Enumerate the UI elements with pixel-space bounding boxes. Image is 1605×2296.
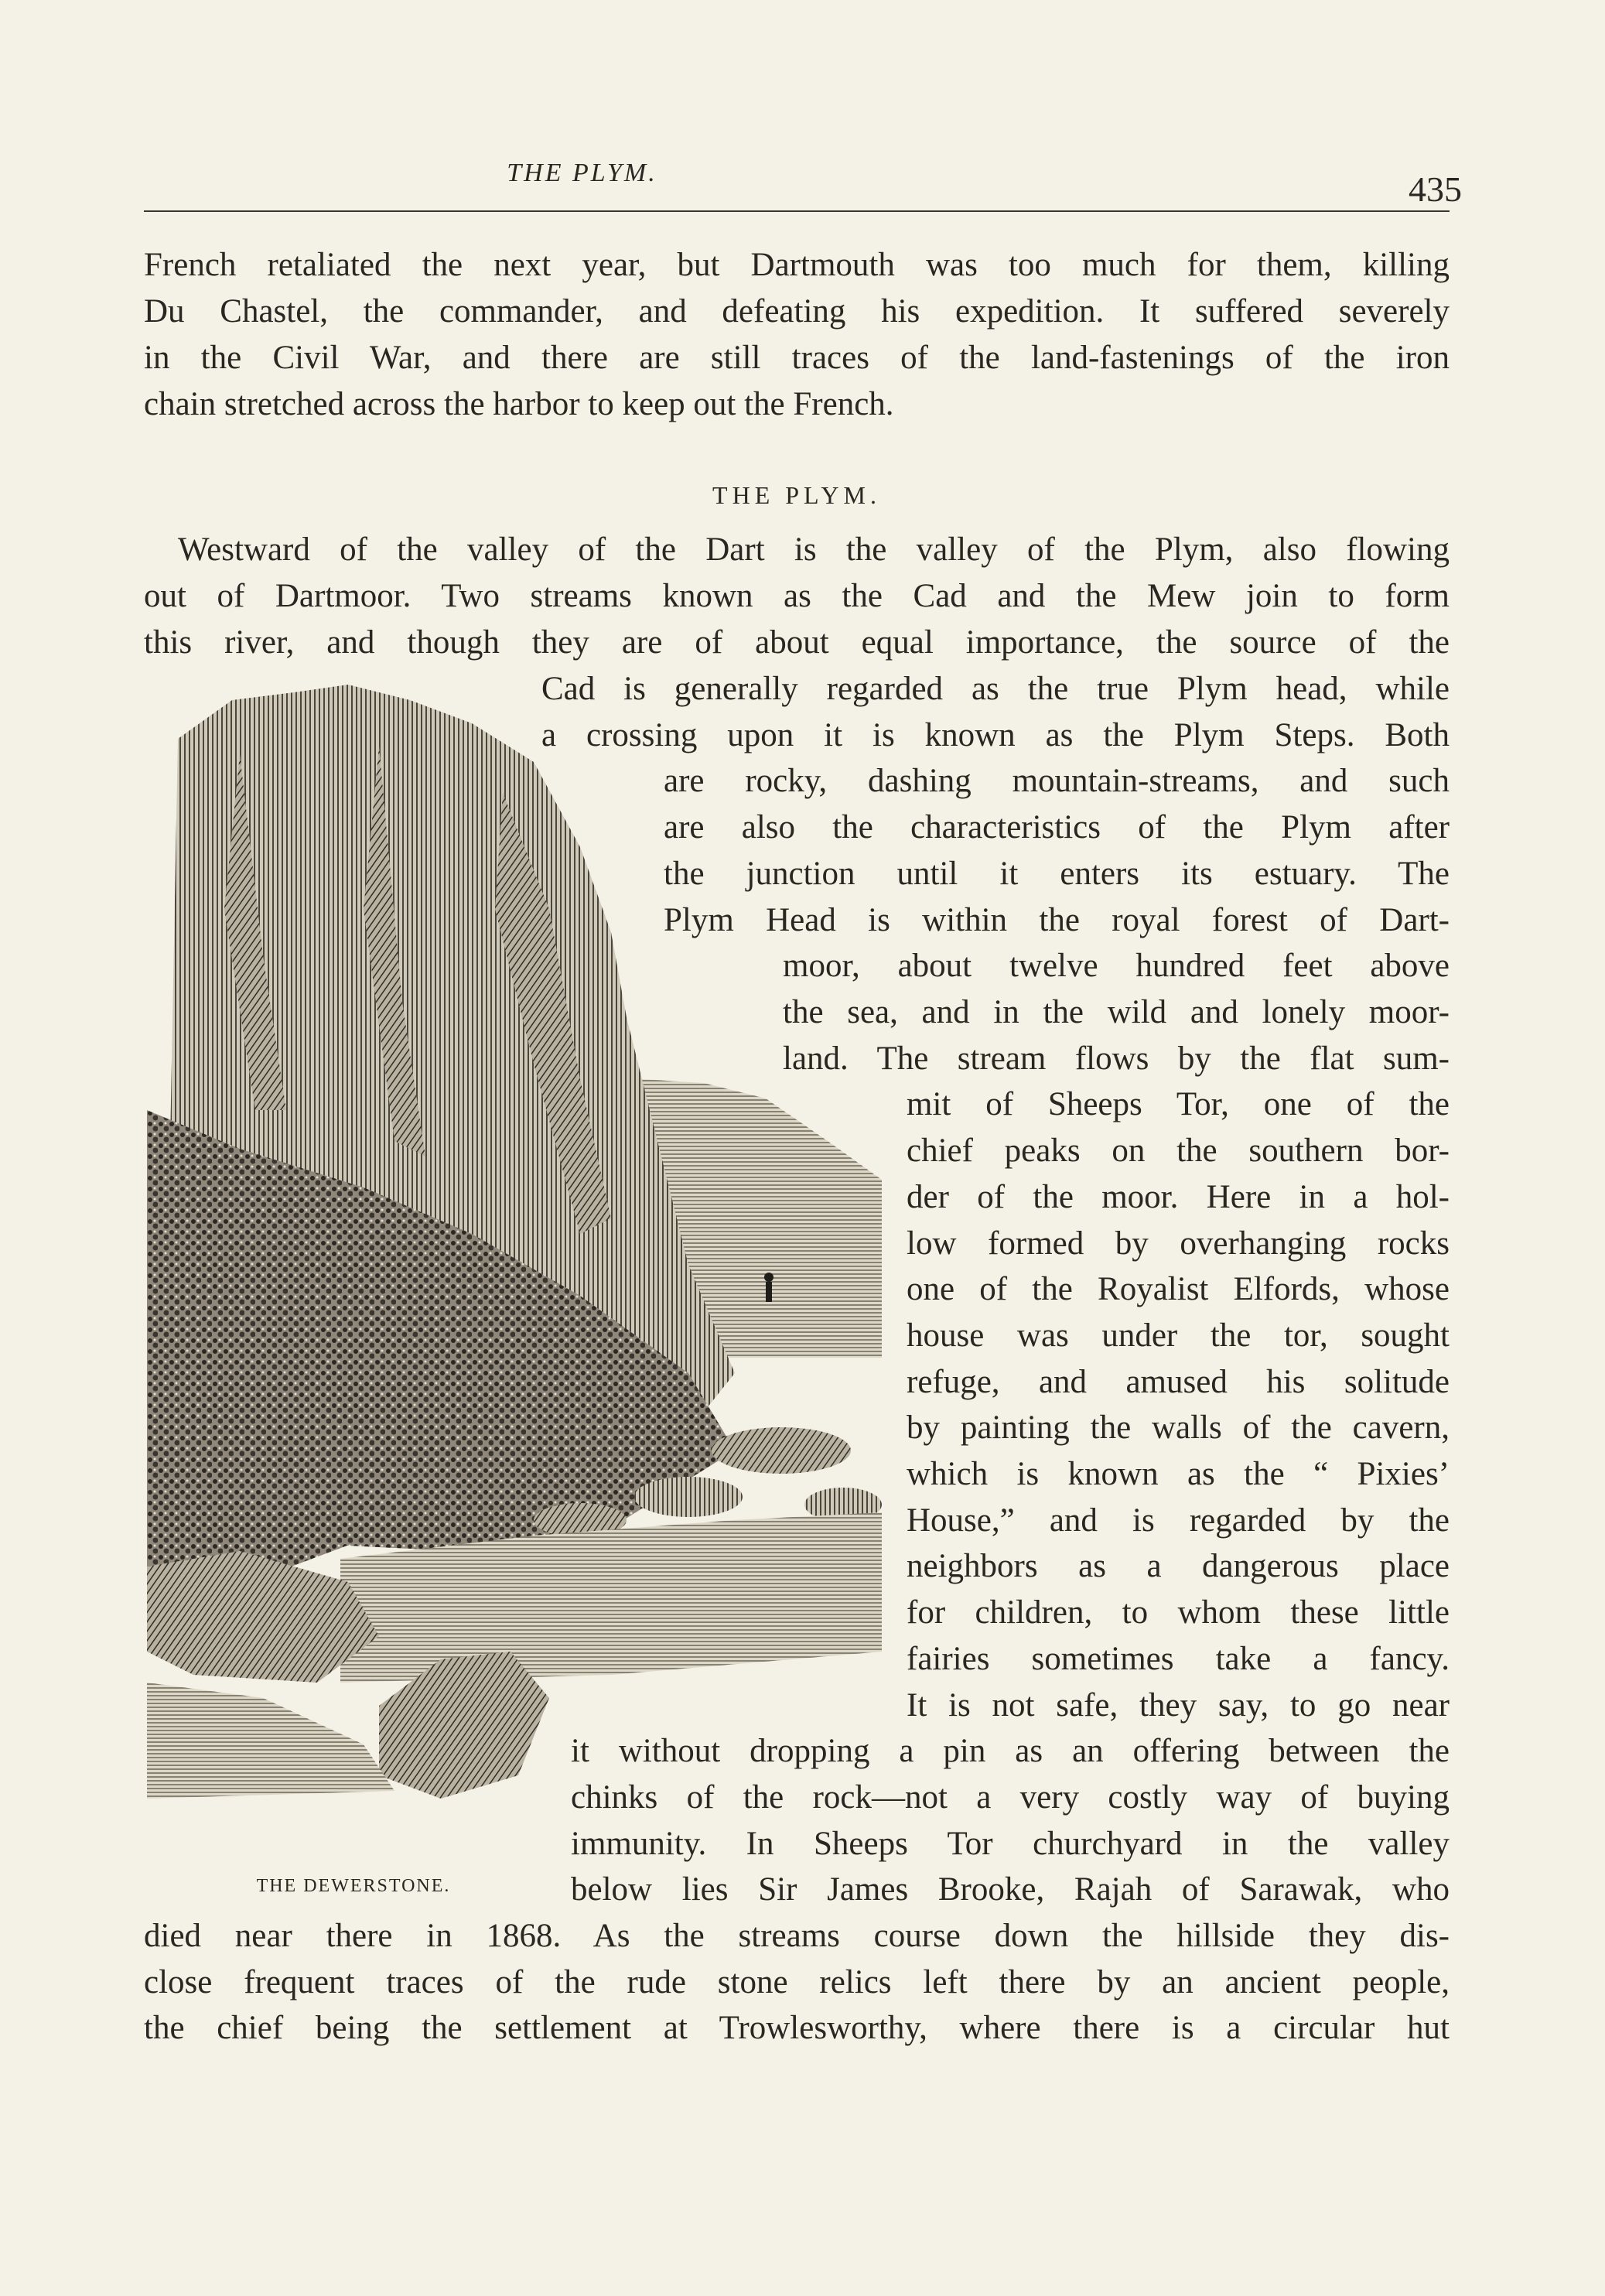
text-line: Du Chastel, the commander, and defeating his expedition. It suffered severely (144, 293, 1450, 330)
running-head: THE PLYM. (507, 159, 657, 187)
text-line: this river, and though they are of about equal importance, the source of the (144, 624, 1450, 661)
text-line: by painting the walls of the cavern, (907, 1409, 1450, 1446)
text-line: out of Dartmoor. Two streams known as the Cad and the Mew join to form (144, 578, 1450, 614)
text-line: below lies Sir James Brooke, Rajah of Sarawak, who (571, 1871, 1450, 1908)
text-line: It is not safe, they say, to go near (907, 1687, 1450, 1724)
text-line: low formed by overhanging rocks (907, 1225, 1450, 1262)
text-line: chain stretched across the harbor to keep out the French. (144, 386, 894, 422)
text-line: house was under the tor, sought (907, 1317, 1450, 1354)
text-line: the junction until it enters its estuary. The (664, 856, 1450, 892)
page-number: 435 (1409, 169, 1462, 209)
figure-caption: THE DEWERSTONE. (256, 1876, 451, 1896)
text-line: in the Civil War, and there are still traces of the land-fastenings of the iron (144, 340, 1450, 376)
dewerstone-engraving (147, 677, 882, 1868)
text-line: which is known as the “ Pixies’ (907, 1456, 1450, 1492)
text-line: chief peaks on the southern bor- (907, 1133, 1450, 1169)
text-line: for children, to whom these little (907, 1594, 1450, 1631)
text-line: died near there in 1868. As the streams course down the hillside they dis- (144, 1918, 1450, 1954)
text-line: moor, about twelve hundred feet above (783, 948, 1450, 984)
text-line: are also the characteristics of the Plym after (664, 809, 1450, 846)
text-line: the chief being the settlement at Trowlesworthy, where there is a circular hut (144, 2010, 1450, 2046)
text-line: close frequent traces of the rude stone relics left there by an ancient people, (144, 1964, 1450, 2000)
text-line: one of the Royalist Elfords, whose (907, 1271, 1450, 1307)
text-line: a crossing upon it is known as the Plym Steps. Both (541, 717, 1450, 753)
text-line: neighbors as a dangerous place (907, 1548, 1450, 1584)
section-title: THE PLYM. (712, 481, 881, 509)
text-line: land. The stream flows by the flat sum- (783, 1040, 1450, 1077)
text-line: House,” and is regarded by the (907, 1502, 1450, 1539)
text-line: Westward of the valley of the Dart is the valley of the Plym, also flowing (178, 531, 1450, 568)
text-line: the sea, and in the wild and lonely moor- (783, 994, 1450, 1030)
text-line: are rocky, dashing mountain-streams, and such (664, 763, 1450, 799)
text-line: Cad is generally regarded as the true Plym head, while (541, 671, 1450, 707)
text-line: French retaliated the next year, but Dartmouth was too much for them, killing (144, 247, 1450, 283)
text-line: chinks of the rock—not a very costly way of buying (571, 1779, 1450, 1816)
text-line: it without dropping a pin as an offering between the (571, 1733, 1450, 1769)
text-line: refuge, and amused his solitude (907, 1364, 1450, 1400)
text-line: Plym Head is within the royal forest of Dart- (664, 902, 1450, 938)
header-rule (144, 210, 1450, 212)
text-line: mit of Sheeps Tor, one of the (907, 1086, 1450, 1122)
text-line: immunity. In Sheeps Tor churchyard in the valley (571, 1826, 1450, 1862)
text-line: fairies sometimes take a fancy. (907, 1641, 1450, 1677)
text-line: der of the moor. Here in a hol- (907, 1179, 1450, 1215)
